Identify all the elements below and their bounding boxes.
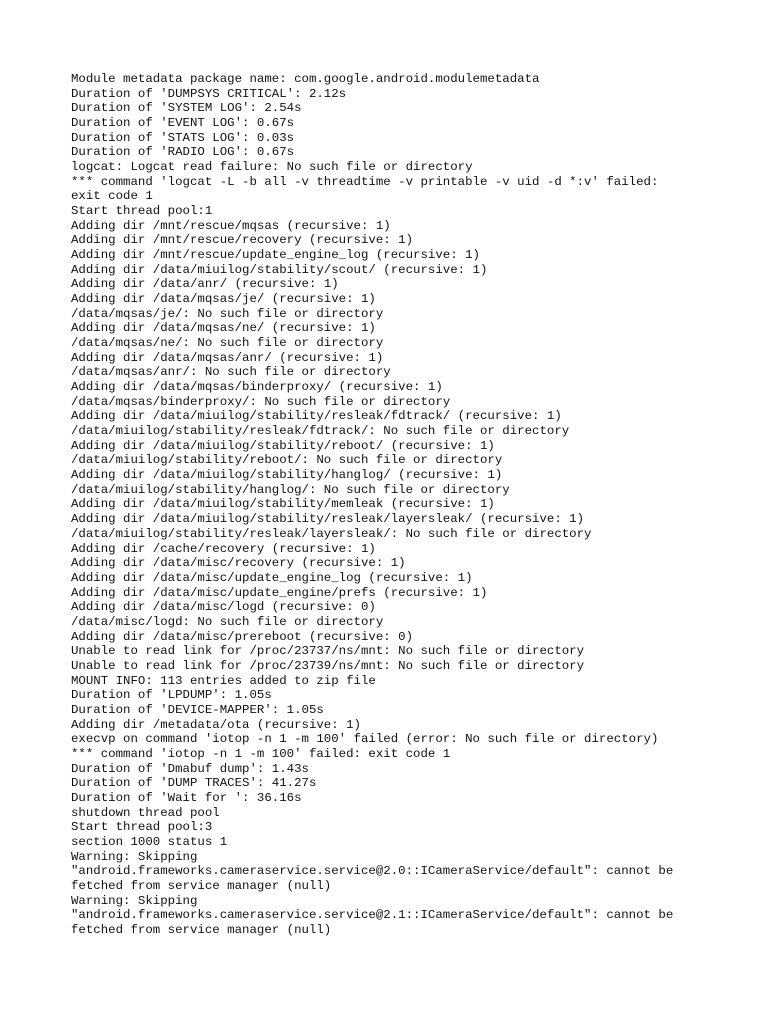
log-line: Duration of 'LPDUMP': 1.05s: [71, 688, 272, 703]
log-line: Adding dir /data/miuilog/stability/resleak/layersleak/ (recursive: 1): [71, 512, 585, 527]
log-line: Adding dir /data/miuilog/stability/hanglog/ (recursive: 1): [71, 468, 503, 483]
log-line: Adding dir /data/mqsas/je/ (recursive: 1): [71, 292, 376, 307]
log-line: Adding dir /data/miuilog/stability/reboot/ (recursive: 1): [71, 438, 495, 453]
log-text-block: [71, 72, 711, 938]
log-line: Adding dir /data/misc/update_engine_log (recursive: 1): [71, 570, 473, 585]
log-line: Warning: Skipping: [71, 849, 198, 864]
log-line: logcat: Logcat read failure: No such file or directory: [71, 160, 473, 175]
log-line: "android.frameworks.cameraservice.service@2.1::ICameraService/default": cannot be: [71, 908, 674, 923]
log-line: Start thread pool:3: [71, 820, 213, 835]
log-line: Adding dir /mnt/rescue/recovery (recursive: 1): [71, 233, 414, 248]
log-line: /data/miuilog/stability/hanglog/: No such file or directory: [71, 482, 510, 497]
log-line: Adding dir /cache/recovery (recursive: 1): [71, 541, 376, 556]
log-line: Adding dir /data/anr/ (recursive: 1): [71, 277, 339, 292]
log-line: Duration of 'Wait for ': 36.16s: [71, 790, 302, 805]
log-line: /data/miuilog/stability/resleak/layersleak/: No such file or directory: [71, 526, 592, 541]
log-line: Adding dir /data/miuilog/stability/scout/ (recursive: 1): [71, 262, 488, 277]
log-line: Unable to read link for /proc/23737/ns/mnt: No such file or directory: [71, 644, 585, 659]
log-line: shutdown thread pool: [71, 805, 220, 820]
log-line: Adding dir /data/miuilog/stability/resleak/fdtrack/ (recursive: 1): [71, 409, 562, 424]
log-line: Adding dir /data/misc/recovery (recursive: 1): [71, 556, 406, 571]
log-line: MOUNT INFO: 113 entries added to zip file: [71, 673, 376, 688]
log-line: *** command 'logcat -L -b all -v threadtime -v printable -v uid -d *:v' failed:: [71, 174, 659, 189]
log-line: Adding dir /data/misc/prereboot (recursive: 0): [71, 629, 414, 644]
log-line: Duration of 'RADIO LOG': 0.67s: [71, 145, 295, 160]
log-line: Unable to read link for /proc/23739/ns/mnt: No such file or directory: [71, 658, 585, 673]
log-line: Duration of 'EVENT LOG': 0.67s: [71, 116, 295, 131]
log-line: Warning: Skipping: [71, 893, 198, 908]
log-line: section 1000 status 1: [71, 834, 228, 849]
log-line: "android.frameworks.cameraservice.service@2.0::ICameraService/default": cannot be: [71, 864, 674, 879]
log-line: /data/miuilog/stability/resleak/fdtrack/: No such file or directory: [71, 424, 570, 439]
log-line: Adding dir /data/mqsas/binderproxy/ (recursive: 1): [71, 380, 443, 395]
log-line: Module metadata package name: com.google.android.modulemetadata: [71, 72, 540, 86]
log-line: Adding dir /mnt/rescue/update_engine_log (recursive: 1): [71, 248, 480, 263]
log-line: *** command 'iotop -n 1 -m 100' failed: exit code 1: [71, 746, 451, 761]
log-line: Duration of 'DUMP TRACES': 41.27s: [71, 776, 317, 791]
log-line: fetched from service manager (null): [71, 878, 332, 893]
log-line: Duration of 'SYSTEM LOG': 2.54s: [71, 101, 302, 116]
log-line: /data/mqsas/ne/: No such file or directory: [71, 336, 384, 351]
log-line: Adding dir /data/miuilog/stability/memleak (recursive: 1): [71, 497, 495, 512]
log-line: Start thread pool:1: [71, 204, 213, 219]
log-line: Adding dir /metadata/ota (recursive: 1): [71, 717, 361, 732]
log-line: Duration of 'Dmabuf dump': 1.43s: [71, 761, 309, 776]
log-line: Adding dir /data/misc/logd (recursive: 0): [71, 600, 376, 615]
log-line: execvp on command 'iotop -n 1 -m 100' failed (error: No such file or directory): [71, 732, 659, 747]
log-line: Adding dir /data/mqsas/anr/ (recursive: 1): [71, 350, 384, 365]
log-line: fetched from service manager (null): [71, 922, 332, 937]
log-line: Duration of 'STATS LOG': 0.03s: [71, 130, 295, 145]
log-line: /data/mqsas/binderproxy/: No such file or directory: [71, 394, 451, 409]
log-line: /data/mqsas/je/: No such file or directory: [71, 306, 384, 321]
log-line: /data/mqsas/anr/: No such file or directory: [71, 365, 391, 380]
log-line: exit code 1: [71, 189, 153, 204]
log-line: Adding dir /mnt/rescue/mqsas (recursive: 1): [71, 218, 391, 233]
log-line: Adding dir /data/mqsas/ne/ (recursive: 1): [71, 321, 376, 336]
log-line: Duration of 'DEVICE-MAPPER': 1.05s: [71, 702, 324, 717]
log-line: Adding dir /data/misc/update_engine/prefs (recursive: 1): [71, 585, 488, 600]
log-line: /data/misc/logd: No such file or directory: [71, 614, 384, 629]
log-line: /data/miuilog/stability/reboot/: No such file or directory: [71, 453, 503, 468]
log-line: Duration of 'DUMPSYS CRITICAL': 2.12s: [71, 86, 347, 101]
